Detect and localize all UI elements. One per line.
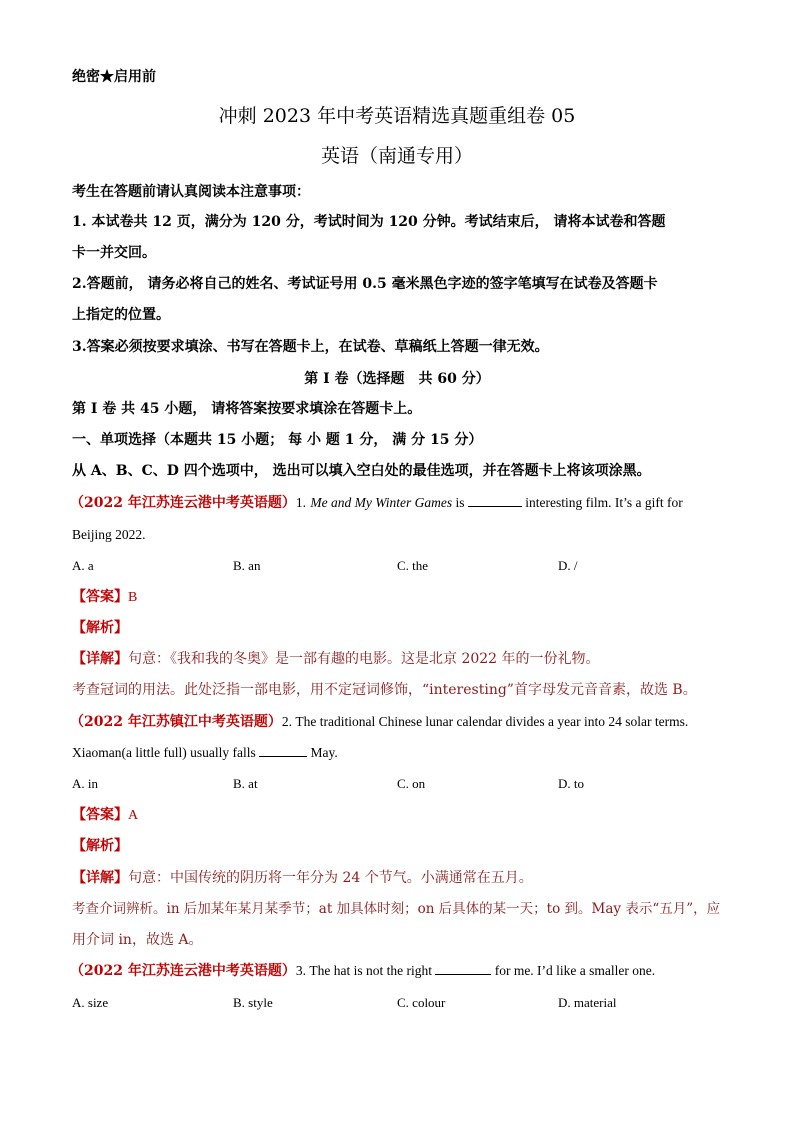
section-instructions: 从 A、B、C、D 四个选项中， 选出可以填入空白处的最佳选项，并在答题卡上将该项涂黑。 <box>72 463 651 479</box>
section-title: 一、单项选择（本题共 15 小题； 每 小 题 1 分， 满 分 15 分） <box>72 432 483 448</box>
notice-item-1-cont: 卡一并交回。 <box>72 245 156 261</box>
answer-blank <box>435 962 491 975</box>
part-heading: 第 I 卷（选择题 共 60 分） <box>304 371 490 387</box>
answer-label: 【答案】 <box>72 589 128 605</box>
detail-explanation-cont: 用介词 in，故选 A。 <box>72 932 203 948</box>
answer-line <box>72 806 138 825</box>
option-a: A. size <box>72 995 109 1010</box>
question-2-cont: Xiaoman(a little full) usually falls May. <box>72 745 338 760</box>
detail-text: 句意：《我和我的冬奥》是一部有趣的电影。这是北京 2022 年的一份礼物。 <box>128 651 600 667</box>
answer-blank <box>259 744 307 757</box>
film-title: Me and My Winter Games <box>310 495 453 510</box>
notice-item-1: 1. 本试卷共 12 页，满分为 120 分，考试时间为 120 分钟。考试结束后， 请将本试卷和答题 <box>72 214 666 230</box>
question-number: 2. <box>281 714 292 729</box>
question-1: （2022 年江苏连云港中考英语题）1. Me and My Winter Games is interesting film. It’s a gift for <box>70 495 683 511</box>
option-d: D. / <box>558 558 578 573</box>
option-c: C. on <box>397 776 426 791</box>
detail-line <box>72 650 600 668</box>
option-a: A. in <box>72 776 98 791</box>
detail-explanation: 考查介词辨析。in 后加某年某月某季节；at 加具体时刻；on 后具体的某一天；to 到。May 表示“五月”，应 <box>72 901 721 917</box>
detail-label: 【详解】 <box>72 870 128 886</box>
question-source: （2022 年江苏连云港中考英语题） <box>70 963 296 979</box>
notice-item-2-cont: 上指定的位置。 <box>72 307 170 323</box>
question-number: 3. <box>295 963 306 978</box>
detail-explanation: 考查冠词的用法。此处泛指一部电影，用不定冠词修饰，“interesting”首字母发元音音素，故选 B。 <box>72 682 697 698</box>
answer-value: A <box>128 808 139 823</box>
exam-subtitle: 英语（南通专用） <box>320 145 473 167</box>
question-3: （2022 年江苏连云港中考英语题）3. The hat is not the right for me. I’d like a smaller one. <box>70 963 656 979</box>
option-a: A. a <box>72 558 94 573</box>
part-intro: 第 I 卷 共 45 小题， 请将答案按要求填涂在答题卡上。 <box>72 401 422 417</box>
question-1-cont: Beijing 2022. <box>72 527 146 542</box>
option-d: D. material <box>558 995 617 1010</box>
question-source: （2022 年江苏镇江中考英语题） <box>70 714 282 730</box>
detail-line <box>72 869 533 887</box>
notice-item-2: 2.答题前， 请务必将自己的姓名、考试证号用 0.5 毫米黑色字迹的签字笔填写在试卷及答题卡 <box>72 276 658 292</box>
question-number: 1. <box>295 495 306 510</box>
option-c: C. colour <box>397 995 446 1010</box>
answer-blank <box>468 494 522 507</box>
option-b: B. style <box>233 995 273 1010</box>
analysis-label: 【解析】 <box>72 838 128 854</box>
exam-title: 冲刺 2023 年中考英语精选真题重组卷 05 <box>218 105 576 127</box>
answer-line <box>72 588 137 607</box>
question-source: （2022 年江苏连云港中考英语题） <box>70 495 296 511</box>
notice-heading: 考生在答题前请认真阅读本注意事项： <box>72 184 310 200</box>
option-c: C. the <box>397 558 429 573</box>
confidential-label: 绝密★启用前 <box>72 69 156 85</box>
question-2: （2022 年江苏镇江中考英语题）2. The traditional Chinese lunar calendar divides a year into 24 solar terms. <box>70 714 689 730</box>
analysis-label: 【解析】 <box>72 620 128 636</box>
notice-item-3: 3.答案必须按要求填涂、书写在答题卡上，在试卷、草稿纸上答题一律无效。 <box>72 339 549 355</box>
answer-label: 【答案】 <box>72 807 128 823</box>
option-b: B. an <box>233 558 261 573</box>
option-b: B. at <box>233 776 258 791</box>
detail-text: 句意：中国传统的阴历将一年分为 24 个节气。小满通常在五月。 <box>128 870 533 886</box>
answer-value: B <box>128 590 138 605</box>
detail-label: 【详解】 <box>72 651 128 667</box>
option-d: D. to <box>558 776 584 791</box>
